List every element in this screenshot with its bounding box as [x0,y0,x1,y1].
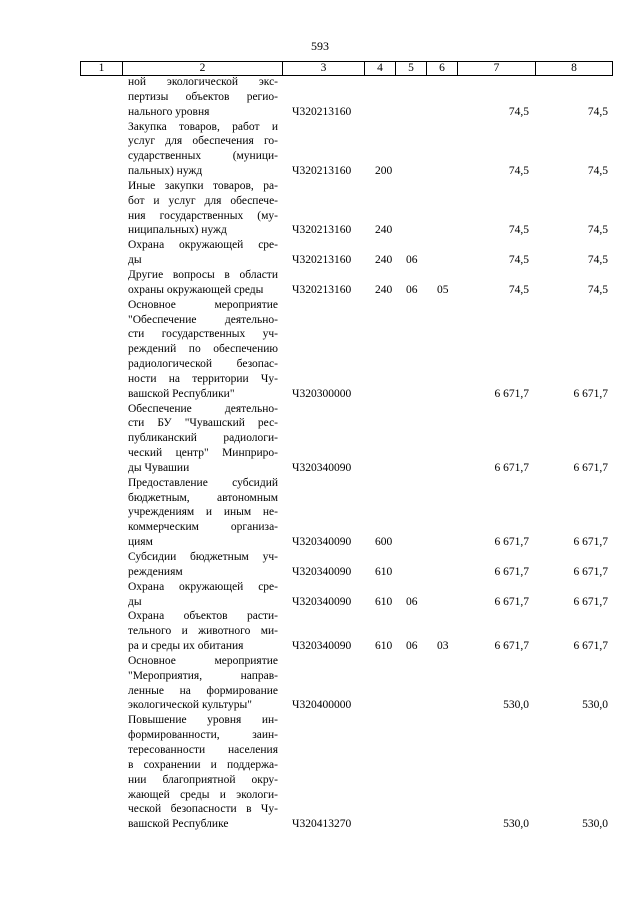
row-name-line: Охрана окружающей сре- [128,239,278,252]
row-name-line: Субсидии бюджетным уч- [128,551,278,563]
row-name-line: пальных) нужд [128,165,203,178]
header-col-8: 8 [536,62,613,76]
row-name [128,402,278,476]
row-section: 06 [406,640,418,653]
row-name-line: тересованности населения [128,743,278,756]
row-amount-2: 74,5 [587,254,608,267]
header-col-5: 5 [396,62,427,76]
row-name-line: радиологической безопас- [128,358,278,371]
header-col-6: 6 [427,62,458,76]
row-name [128,609,278,654]
row-name-line: экологической культуры" [128,699,252,712]
header-col-7: 7 [458,62,536,76]
row-expense-type: 600 [375,536,393,549]
row-subsection: 03 [437,640,449,653]
row-code: Ч320340090 [292,461,352,474]
row-amount-1: 74,5 [508,224,529,237]
row-amount-2: 74,5 [587,224,608,237]
row-amount-1: 74,5 [508,254,529,267]
row-amount-1: 6 671,7 [494,595,529,608]
row-amount-2: 6 671,7 [573,595,608,608]
row-name-line: ды [128,595,142,608]
row-code: Ч320213160 [292,254,352,267]
row-amount-2: 6 671,7 [573,461,608,474]
table-row [0,238,640,268]
row-code: Ч320213160 [292,165,352,178]
row-code: Ч320413270 [292,818,352,831]
row-name-line: Основное мероприятие [128,298,278,311]
row-amount-1: 530,0 [503,699,529,712]
row-name-line: сти государственных уч- [128,328,278,341]
row-name [128,179,278,238]
row-name-line: Охрана окружающей сре- [128,580,278,593]
row-name-line: тельного и животного ми- [128,625,278,638]
row-name-line: циям [128,536,153,549]
page-number: 593 [311,39,329,53]
row-code: Ч320340090 [292,595,352,608]
row-name-line: бюджетным, автономным [128,491,278,504]
row-name-line: нального уровня [128,105,210,118]
row-name-line: формированности, заин- [128,729,278,742]
table-row [0,580,640,610]
row-name-line: публиканский радиологи- [128,432,278,445]
row-amount-1: 74,5 [508,165,529,178]
row-name-line: Предоставление субсидий [128,476,278,489]
row-section: 06 [406,595,418,608]
row-code: Ч320340090 [292,640,352,653]
row-code: Ч320340090 [292,565,352,578]
row-name-line: Обеспечение деятельно- [128,402,278,415]
row-name-line: Иные закупки товаров, ра- [128,179,278,192]
row-name-line: Охрана объектов расти- [128,610,278,623]
row-name-line: ды [128,254,142,267]
header-col-1: 1 [81,62,123,76]
row-amount-1: 6 671,7 [494,536,529,549]
row-name-line: учреждениям и иным не- [128,506,278,519]
row-amount-1: 6 671,7 [494,565,529,578]
row-name-line: Другие вопросы в области [128,268,278,281]
row-name-line: Повышение уровня ин- [128,714,278,727]
table-row [0,550,640,580]
row-name-line: ной экологической экс- [128,76,278,88]
row-name-line: бот и услуг для обеспече- [128,194,278,207]
row-name-line: сти БУ "Чувашский рес- [128,417,278,430]
row-name-line: сударственных (муници- [128,150,278,163]
row-expense-type: 200 [375,165,393,178]
row-expense-type: 610 [375,640,393,653]
row-amount-2: 6 671,7 [573,536,608,549]
row-amount-2: 74,5 [587,283,608,296]
row-amount-2: 74,5 [587,105,608,118]
row-name-line: "Мероприятия, направ- [128,669,278,682]
row-name-line: Основное мероприятие [128,654,278,667]
table-row [0,713,640,832]
row-name [128,654,278,713]
row-name-line: пертизы объектов регио- [128,90,278,103]
row-name-line: вашской Республики" [128,387,235,400]
row-expense-type: 240 [375,254,393,267]
table-header [80,61,613,76]
row-code: Ч320213160 [292,105,352,118]
row-code: Ч320340090 [292,536,352,549]
table-row [0,298,640,402]
row-name-line: ния государственных (му- [128,209,278,222]
row-expense-type: 610 [375,595,393,608]
row-name [128,238,278,268]
row-name-line: ческой безопасности в Чу- [128,803,278,816]
row-amount-2: 74,5 [587,165,608,178]
row-name-line: ности на территории Чу- [128,372,278,385]
table-row [0,120,640,179]
table-row [0,476,640,550]
row-name [128,268,278,298]
row-amount-2: 6 671,7 [573,387,608,400]
row-amount-1: 6 671,7 [494,461,529,474]
table-row [0,654,640,713]
row-name-line: ра и среды их обитания [128,640,244,653]
row-name-line: ниципальных) нужд [128,224,227,237]
row-name-line: реждений по обеспечению [128,343,278,356]
row-name [128,75,278,120]
row-expense-type: 240 [375,283,393,296]
table-row [0,609,640,654]
row-name-line: вашской Республике [128,818,229,831]
table-row [0,75,640,120]
row-name-line: услуг для обеспечения го- [128,135,278,148]
row-name-line: нии благоприятной окру- [128,773,278,786]
header-col-4: 4 [365,62,396,76]
row-code: Ч320213160 [292,283,352,296]
row-amount-1: 74,5 [508,283,529,296]
row-subsection: 05 [437,283,449,296]
row-name [128,120,278,179]
row-amount-1: 74,5 [508,105,529,118]
row-name-line: жающей среды и экологи- [128,788,278,801]
row-code: Ч320300000 [292,387,352,400]
row-amount-2: 530,0 [582,818,608,831]
header-col-3: 3 [283,62,365,76]
row-expense-type: 240 [375,224,393,237]
row-name [128,713,278,832]
row-name [128,476,278,550]
table-row [0,179,640,238]
row-code: Ч320213160 [292,224,352,237]
row-section: 06 [406,254,418,267]
table-row [0,402,640,476]
row-amount-2: 6 671,7 [573,565,608,578]
row-amount-1: 530,0 [503,818,529,831]
row-name-line: ленные на формирование [128,684,278,697]
row-amount-1: 6 671,7 [494,387,529,400]
row-name-line: коммерческим организа- [128,521,278,534]
row-name-line: "Обеспечение деятельно- [128,313,278,326]
row-name-line: ды Чувашии [128,461,190,474]
row-name-line: ческий центр" Минприро- [128,447,278,460]
row-name-line: Закупка товаров, работ и [128,120,278,133]
row-amount-1: 6 671,7 [494,640,529,653]
row-expense-type: 610 [375,565,393,578]
row-section: 06 [406,283,418,296]
budget-table-body [0,75,640,832]
table-row [0,268,640,298]
row-name-line: реждениям [128,565,183,578]
row-amount-2: 530,0 [582,699,608,712]
row-name-line: охраны окружающей среды [128,283,264,296]
row-amount-2: 6 671,7 [573,640,608,653]
row-name [128,298,278,402]
row-code: Ч320400000 [292,699,352,712]
header-col-2: 2 [123,62,283,76]
row-name [128,580,278,610]
row-name-line: в сохранении и поддержа- [128,758,278,771]
row-name [128,550,278,580]
